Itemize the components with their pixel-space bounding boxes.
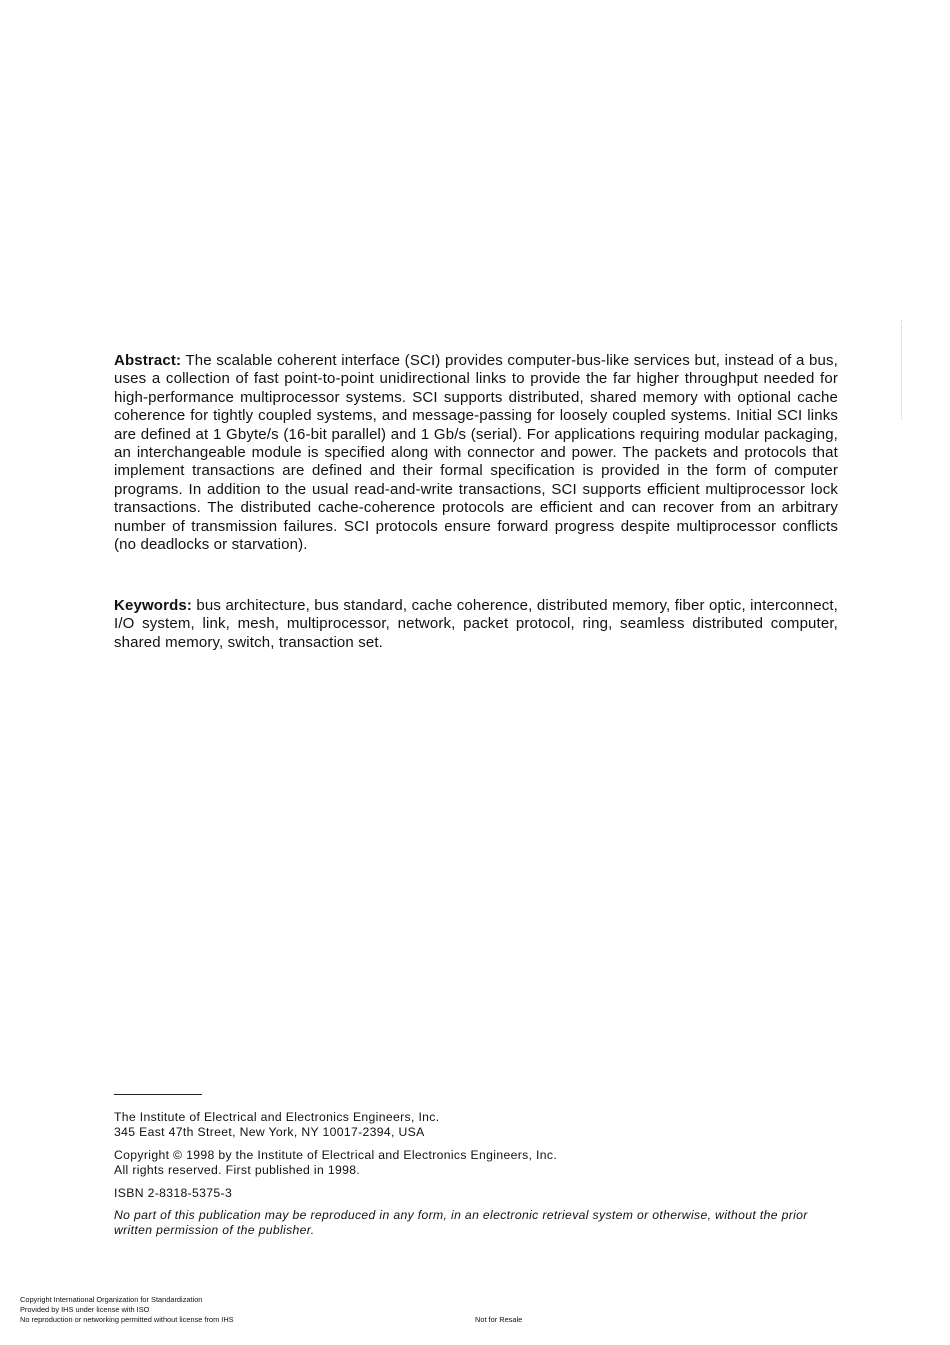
not-for-resale-label: Not for Resale [475, 1315, 523, 1324]
reproduction-notice-text: No part of this publication may be reproduced in any form, in an electronic retrieval system or otherwise, without the prior written permission of the publisher. [114, 1208, 808, 1237]
abstract-text: The scalable coherent interface (SCI) provides computer-bus-like services but, instead of a bus, uses a collection of fast point-to-point unidirectional links to provide the far higher throughput needed for high-performance multiprocessor systems. SCI supports distributed, shared memory with optional cache coherence for tightly coupled systems, and message-passing for loosely coupled systems. Initial SCI links are defined at 1 Gbyte/s (16-bit parallel) and 1 Gb/s (serial). For applications requiring modular packaging, an interchangeable module is specified along with connector and power. The packets and protocols that implement transactions are defined and their formal specification is provided in the form of computer programs. In addition to the usual read-and-write transactions, SCI supports efficient multiprocessor lock transactions. The distributed cache-coherence protocols are efficient and can recover from an arbitrary number of transmission failures. SCI protocols ensure forward progress despite multiprocessor conflicts (no deadlocks or starvation). [114, 352, 838, 554]
license-line-1: Copyright International Organization for Standardization [20, 1295, 203, 1304]
license-footer [20, 1295, 234, 1325]
abstract-paragraph [114, 352, 838, 554]
keywords-paragraph [114, 597, 838, 652]
margin-marks [901, 320, 906, 420]
copyright-block [114, 1148, 834, 1178]
abstract-label: Abstract: [114, 352, 182, 369]
copyright-line: Copyright © 1998 by the Institute of Electrical and Electronics Engineers, Inc. [114, 1148, 558, 1162]
publisher-address-block [114, 1110, 834, 1140]
license-line-3: No reproduction or networking permitted without license from IHS [20, 1315, 234, 1324]
reproduction-notice [114, 1208, 838, 1238]
keywords-text: bus architecture, bus standard, cache coherence, distributed memory, fiber optic, interconnect, I/O system, link, mesh, multiprocessor, network, packet protocol, ring, seamless distributed computer, shared memory, switch, transaction set. [114, 597, 838, 651]
keywords-label: Keywords: [114, 597, 193, 614]
license-line-2: Provided by IHS under license with ISO [20, 1305, 150, 1314]
rights-line: All rights reserved. First published in 1998. [114, 1163, 361, 1177]
isbn-text: ISBN 2-8318-5375-3 [114, 1186, 233, 1200]
isbn-line [114, 1186, 834, 1201]
publisher-name: The Institute of Electrical and Electronics Engineers, Inc. [114, 1110, 440, 1124]
publisher-address: 345 East 47th Street, New York, NY 10017-2394, USA [114, 1125, 425, 1139]
footnote-divider [114, 1094, 202, 1095]
